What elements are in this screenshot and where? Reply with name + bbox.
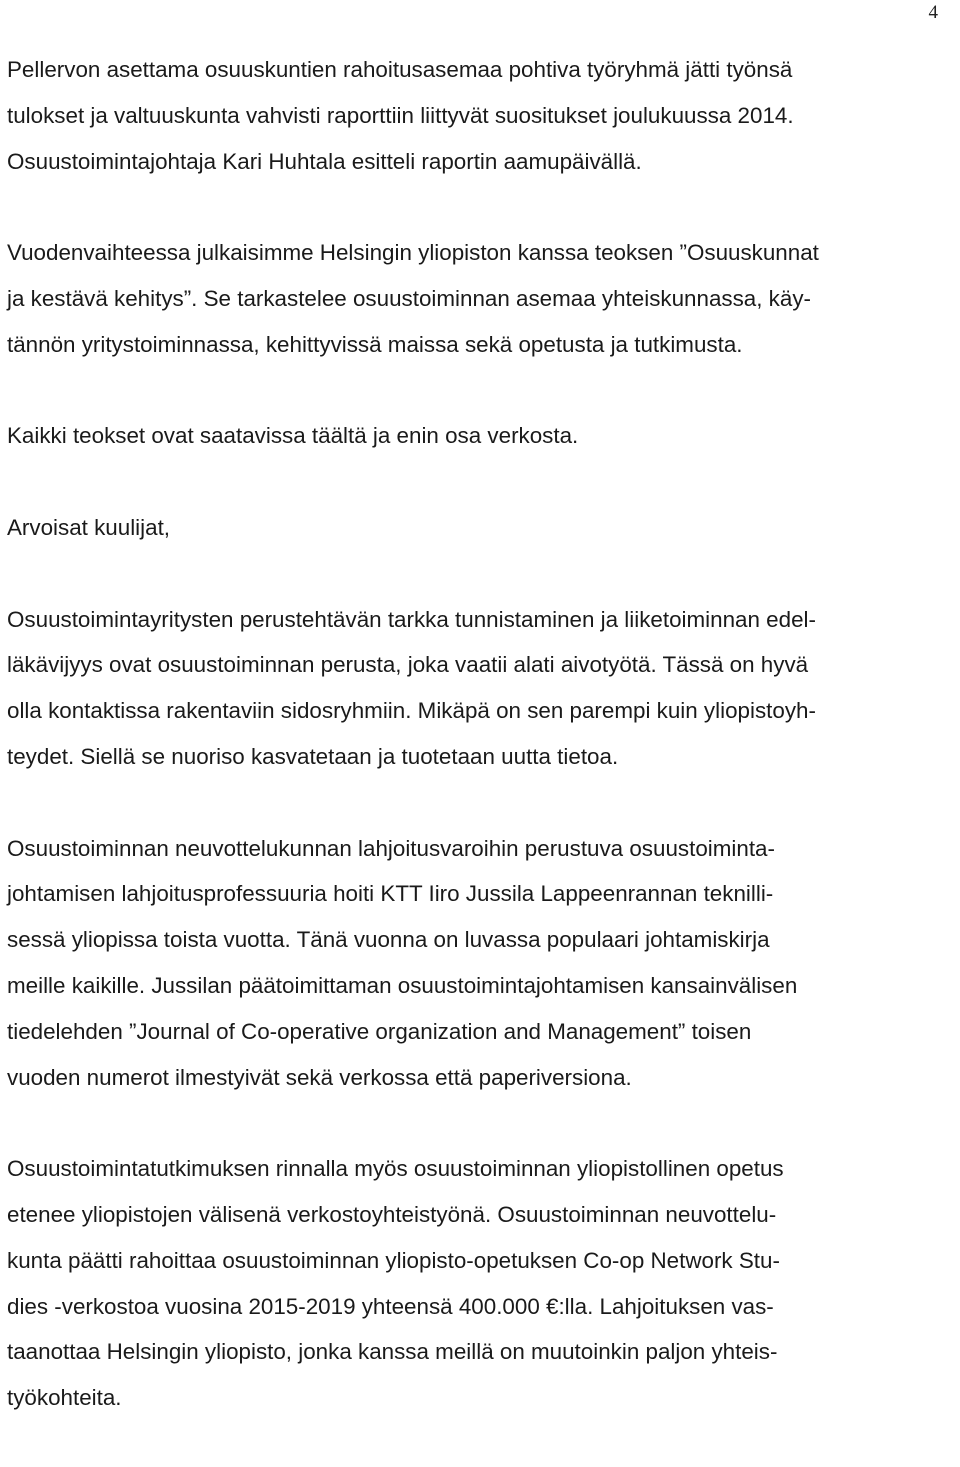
- text-line: Pellervon asettama osuuskuntien rahoitusasemaa pohtiva työryhmä jätti työnsä: [7, 57, 793, 82]
- document-body: [7, 47, 942, 1467]
- text-line: dies -verkostoa vuosina 2015-2019 yhteensä 400.000 €:lla. Lahjoituksen vas-: [7, 1293, 774, 1319]
- paragraph-teaching: [7, 1146, 942, 1421]
- text-line: olla kontaktissa rakentaviin sidosryhmiin. Mikäpä on sen parempi kuin yliopistoyh-: [7, 698, 816, 724]
- text-line: sessä yliopissa toista vuotta. Tänä vuonna on luvassa populaari johtamiskirja: [7, 927, 770, 953]
- text-line: läkävijyys ovat osuustoiminnan perusta, joka vaatii alati aivotyötä. Tässä on hyvä: [7, 652, 809, 678]
- text-line: taanottaa Helsingin yliopisto, jonka kanssa meillä on muutoinkin paljon yhteis-: [7, 1339, 778, 1365]
- text-line: Osuustoimintayritysten perustehtävän tarkka tunnistaminen ja liiketoiminnan edel-: [7, 606, 816, 632]
- paragraph-salutation: [7, 505, 942, 551]
- text-line: kunta päätti rahoittaa osuustoiminnan yliopisto-opetuksen Co-op Network Stu-: [7, 1247, 780, 1273]
- text-line: etenee yliopistojen välisenä verkostoyhteistyönä. Osuustoiminnan neuvottelu-: [7, 1201, 777, 1227]
- text-line: työkohteita.: [7, 1385, 122, 1411]
- text-line: teydet. Siellä se nuoriso kasvatetaan ja tuotetaan uutta tietoa.: [7, 743, 619, 769]
- text-line: ja kestävä kehitys”. Se tarkastelee osuustoiminnan asemaa yhteiskunnassa, käy-: [7, 285, 811, 311]
- text-line: tulokset ja valtuuskunta vahvisti raporttiin liittyvät suositukset joulukuussa 2014.: [7, 102, 794, 128]
- text-line: Osuustoimintatutkimuksen rinnalla myös osuustoiminnan yliopistollinen opetus: [7, 1156, 784, 1182]
- paragraph-core-task: [7, 597, 942, 780]
- paragraph-availability: [7, 413, 942, 459]
- text-line: Osuustoiminnan neuvottelukunnan lahjoitusvaroihin perustuva osuustoiminta-: [7, 835, 775, 861]
- text-line: Osuustoimintajohtaja Kari Huhtala esitteli raportin aamupäivällä.: [7, 148, 642, 174]
- text-line: vuoden numerot ilmestyivät sekä verkossa että paperiversiona.: [7, 1064, 632, 1090]
- page-number: 4: [928, 2, 938, 23]
- paragraph-publication: [7, 230, 942, 367]
- paragraph-professorship: [7, 826, 942, 1101]
- text-line: Vuodenvaihteessa julkaisimme Helsingin yliopiston kanssa teoksen ”Osuuskunnat: [7, 240, 819, 266]
- text-line: Arvoisat kuulijat,: [7, 514, 171, 540]
- text-line: meille kaikille. Jussilan päätoimittaman osuustoimintajohtamisen kansainvälisen: [7, 972, 798, 998]
- text-line: johtamisen lahjoitusprofessuuria hoiti KTT Iiro Jussila Lappeenrannan teknilli-: [7, 881, 774, 907]
- text-line: tiedelehden ”Journal of Co-operative organization and Management” toisen: [7, 1018, 752, 1044]
- paragraph-working-group: [7, 47, 942, 184]
- text-line: tännön yritystoiminnassa, kehittyvissä maissa sekä opetusta ja tutkimusta.: [7, 331, 743, 357]
- text-line: Kaikki teokset ovat saatavissa täältä ja enin osa verkosta.: [7, 423, 579, 449]
